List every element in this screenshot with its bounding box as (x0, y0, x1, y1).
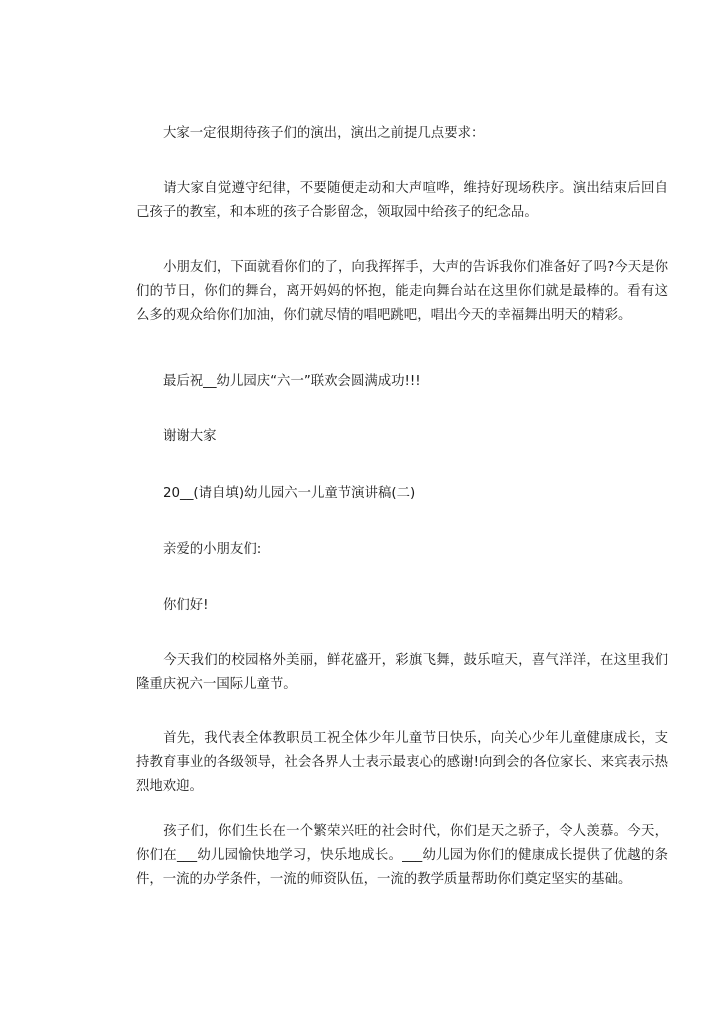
speech-title: 20__(请自填)幼儿园六一儿童节演讲稿(二) (163, 486, 416, 501)
paragraph-final-wish: 最后祝__幼儿园庆“六一”联欢会圆满成功!!! (163, 374, 421, 389)
paragraph-children: 孩子们，你们生长在一个繁荣兴旺的社会时代，你们是天之骄子，令人羡慕。今天，你们在___幼儿园愉快地学习，快乐地成长。___幼儿园为你们的健康成长提供了优越的条件，一流的办学条件，一流的师资队伍，一流的教学质量帮助你们奠定坚实的基础。 (136, 824, 668, 887)
paragraph-kids-ready: 小朋友们，下面就看你们的了，向我挥挥手，大声的告诉我你们准备好了吗?今天是你们的节日，你们的舞台，离开妈妈的怀抱，能走向舞台站在这里你们就是最棒的。看有这么多的观众给你们加油，你们就尽情的唱吧跳吧，唱出今天的幸福舞出明天的精彩。 (136, 260, 668, 323)
paragraph-hello: 你们好! (163, 598, 209, 613)
paragraph-first: 首先，我代表全体教职员工祝全体少年儿童节日快乐，向关心少年儿童健康成长，支持教育事业的各级领导，社会各界人士表示最衷心的感谢!向到会的各位家长、来宾表示热烈地欢迎。 (136, 731, 668, 794)
paragraph-discipline: 请大家自觉遵守纪律，不要随便走动和大声喧哗，维持好现场秩序。演出结束后回自己孩子的教室，和本班的孩子合影留念，领取园中给孩子的纪念品。 (136, 181, 668, 220)
paragraph-campus: 今天我们的校园格外美丽，鲜花盛开，彩旗飞舞，鼓乐喧天，喜气洋洋，在这里我们隆重庆祝六一国际儿童节。 (136, 653, 668, 692)
paragraph-thanks: 谢谢大家 (163, 429, 217, 444)
paragraph-greeting: 亲爱的小朋友们: (163, 542, 262, 557)
paragraph-requirements-intro: 大家一定很期待孩子们的演出，演出之前提几点要求： (163, 126, 485, 141)
